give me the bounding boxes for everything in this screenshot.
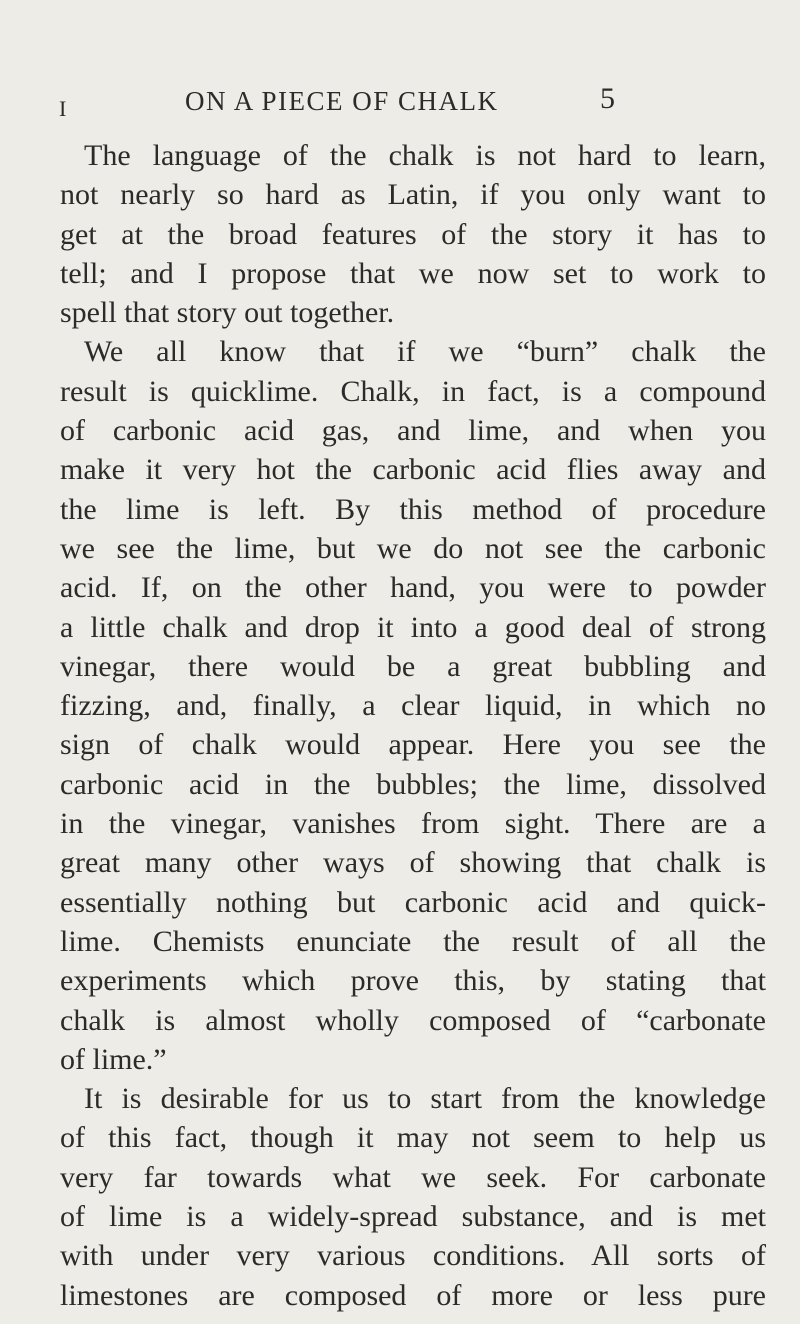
text-line: with under very various conditions. All sorts of: [60, 1239, 766, 1273]
text-line: we see the lime, but we do not see the carbonic: [60, 531, 766, 565]
text-line: sign of chalk would appear. Here you see the: [60, 728, 766, 762]
text-line: of lime.”: [60, 1042, 167, 1076]
text-line: It is desirable for us to start from the knowledge: [84, 1082, 766, 1116]
text-line: make it very hot the carbonic acid flies away and: [60, 453, 766, 487]
paragraph: [60, 332, 766, 1079]
running-header: [0, 82, 800, 126]
text-line: a little chalk and drop it into a good deal of strong: [60, 610, 766, 644]
text-line: fizzing, and, finally, a clear liquid, in which no: [60, 689, 766, 723]
text-line: carbonic acid in the bubbles; the lime, dissolved: [60, 767, 766, 801]
text-line: spell that story out together.: [60, 296, 395, 330]
text-line: get at the broad features of the story it has to: [60, 217, 766, 251]
text-line: lime. Chemists enunciate the result of all the: [60, 924, 766, 958]
text-line: chalk is almost wholly composed of “carbonate: [60, 1003, 766, 1037]
body-text: [60, 136, 766, 1315]
text-line: limestones are composed of more or less pure: [60, 1278, 766, 1312]
paragraph: [60, 1079, 766, 1315]
text-line: of this fact, though it may not seem to help us: [60, 1121, 766, 1155]
text-line: vinegar, there would be a great bubbling and: [60, 649, 766, 683]
text-line: The language of the chalk is not hard to learn,: [84, 139, 766, 172]
text-line: in the vinegar, vanishes from sight. There are a: [60, 807, 766, 841]
chapter-numeral: I: [59, 96, 67, 121]
text-line: very far towards what we seek. For carbonate: [60, 1160, 766, 1194]
text-line: tell; and I propose that we now set to work to: [60, 256, 766, 290]
text-line: acid. If, on the other hand, you were to powder: [60, 571, 766, 605]
text-line: of lime is a widely-spread substance, and is met: [60, 1200, 766, 1234]
text-line: not nearly so hard as Latin, if you only want to: [60, 178, 766, 212]
running-title: ON A PIECE OF CHALK: [185, 86, 499, 116]
text-line: result is quicklime. Chalk, in fact, is a compound: [60, 374, 766, 408]
text-line: of carbonic acid gas, and lime, and when you: [60, 414, 766, 448]
text-line: great many other ways of showing that chalk is: [60, 846, 766, 880]
page-number: 5: [600, 82, 615, 115]
text-line: experiments which prove this, by stating that: [60, 964, 766, 998]
text-line: We all know that if we “burn” chalk the: [84, 335, 766, 369]
text-line: the lime is left. By this method of procedure: [60, 492, 766, 526]
text-line: essentially nothing but carbonic acid and quick-: [60, 885, 766, 919]
paragraph: [60, 136, 766, 332]
